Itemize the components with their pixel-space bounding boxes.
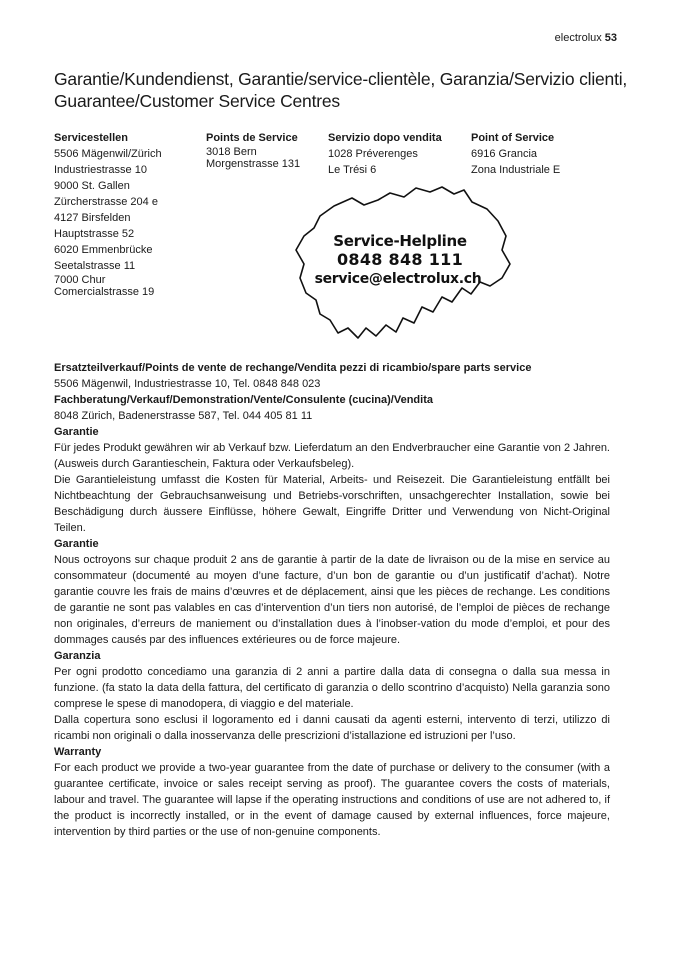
service-column-points-de-service — [206, 130, 300, 170]
helpline-phone: 0848 848 111 — [336, 250, 464, 269]
address-line: Le Trési 6 — [328, 164, 377, 176]
address-line: 6916 Grancia — [471, 148, 538, 160]
address-line: 1028 Préverenges — [328, 148, 418, 160]
address-line: 5506 Mägenwil/Zürich — [54, 148, 162, 160]
page-number: 53 — [604, 32, 617, 44]
advice-sales-heading: Fachberatung/Verkauf/Demonstration/Vente/Consulente (cucina)/Vendita — [54, 394, 433, 406]
helpline-email: service@electrolux.ch — [314, 271, 482, 287]
guarantee-de-heading: Garantie — [54, 426, 99, 438]
guarantee-de-text: Für jedes Produkt gewähren wir ab Verkauf bzw. Lieferdatum an den Endverbraucher eine Garantie von 2 Jahren. (Ausweis durch Garantieschein, Faktura oder Verkaufsbeleg). — [54, 442, 610, 470]
brand-name: electrolux — [554, 32, 602, 44]
spare-parts-heading: Ersatzteilverkauf/Points de vente de rechange/Vendita pezzi di ricambio/spare parts service — [54, 362, 532, 374]
guarantee-fr-text: Nous octroyons sur chaque produit 2 ans de garantie à partir de la date de livraison ou de la mise en service au consommateur (documenté au moyen d’une facture, d’un bon de garantie ou d’un justificatif d’achat). Notre garantie couvre les frais de mains d’œuvres et de déplacement, ainsi que les pièces de rechange. Les conditions de garantie ne sont pas valables en cas d’intervention d’un tiers non autorisé, de l’emploi de pièces de rechange non originales, d’erreurs de maniement ou d’installation dues à l’inobser-vation du mode d’emploi, et pour des dommages causés par des influences extérieures ou de force majeure. — [54, 554, 610, 646]
guarantee-it-text-2: Dalla copertura sono esclusi il logoramento ed i danni causati da agenti esterni, intervento di terzi, utilizzo di ricambi non originali o dalla inosservanza delle prescrizioni d’istallazione ed istruzioni per l’uso. — [54, 714, 610, 742]
column-heading: Servicestellen — [54, 132, 128, 144]
service-column-servicestellen — [54, 130, 162, 298]
column-heading: Point of Service — [471, 132, 555, 144]
address-line: Hauptstrasse 52 — [54, 228, 135, 240]
address-line: Zona Industriale E — [471, 164, 561, 176]
address-line: 3018 Bern — [206, 146, 257, 158]
address-line: Zürcherstrasse 204 e — [54, 196, 158, 208]
address-line: 9000 St. Gallen — [54, 180, 130, 192]
address-line: 4127 Birsfelden — [54, 212, 131, 224]
address-line: 7000 Chur — [54, 274, 106, 286]
guarantee-it-heading: Garanzia — [54, 650, 101, 662]
warranty-en-text: For each product we provide a two-year guarantee from the date of purchase or delivery to the consumer (with a guarantee certificate, invoice or sales receipt serving as proof). The guarantee covers the costs of materials, labour and travel. The guarantee will lapse if the operating instructions and conditions of use are not adhered to, if the product is incorrectly installed, or in the event of damage caused by external influences, force majeure, intervention by third parties or the use of non-genuine components. — [54, 762, 610, 838]
guarantee-de-text-2: Die Garantieleistung umfasst die Kosten für Material, Arbeits- und Reisezeit. Die Garantieleistung entfällt bei Nichtbeachtung der Gebrauchsanweisung und Betriebs-vorschriften, unsachgerechter Installation, sowie bei Beschädigung durch äussere Einflüsse, höhere Gewalt, Eingriffe Dritter und Verwendung von Nicht-Original Teilen. — [54, 474, 610, 534]
guarantee-it-text: Per ogni prodotto concediamo una garanzia di 2 anni a partire dalla data di consegna o dalla sua messa in funzione. (fa stato la data della fattura, del certificato di garanzia o dello scontrino d’acquisto) Nella garanzia sono comprese le spese di manodopera, di viaggio e del materiale. — [54, 666, 610, 710]
warranty-en-heading: Warranty — [54, 746, 102, 758]
address-line: Comercialstrasse 19 — [54, 286, 155, 298]
service-column-servizio-dopo-vendita — [328, 130, 442, 178]
spare-parts-address: 5506 Mägenwil, Industriestrasse 10, Tel. 0848 848 023 — [54, 378, 321, 390]
service-column-point-of-service — [471, 130, 560, 178]
warranty-text-body — [54, 360, 610, 840]
advice-sales-address: 8048 Zürich, Badenerstrasse 587, Tel. 044 405 81 11 — [54, 410, 313, 422]
address-line: 6020 Emmenbrücke — [54, 244, 153, 256]
column-heading: Servizio dopo vendita — [328, 132, 442, 144]
column-heading: Points de Service — [206, 132, 298, 144]
page-header — [555, 32, 617, 44]
address-line: Morgenstrasse 131 — [206, 158, 301, 170]
helpline-title: Service-Helpline — [333, 232, 467, 250]
page-title: Garantie/Kundendienst, Garantie/service-clientèle, Garanzia/Servizio clienti, Guarantee/Customer Service Centres — [54, 69, 628, 111]
address-line: Seetalstrasse 11 — [54, 260, 136, 272]
guarantee-fr-heading: Garantie — [54, 538, 99, 550]
address-line: Industriestrasse 10 — [54, 164, 147, 176]
